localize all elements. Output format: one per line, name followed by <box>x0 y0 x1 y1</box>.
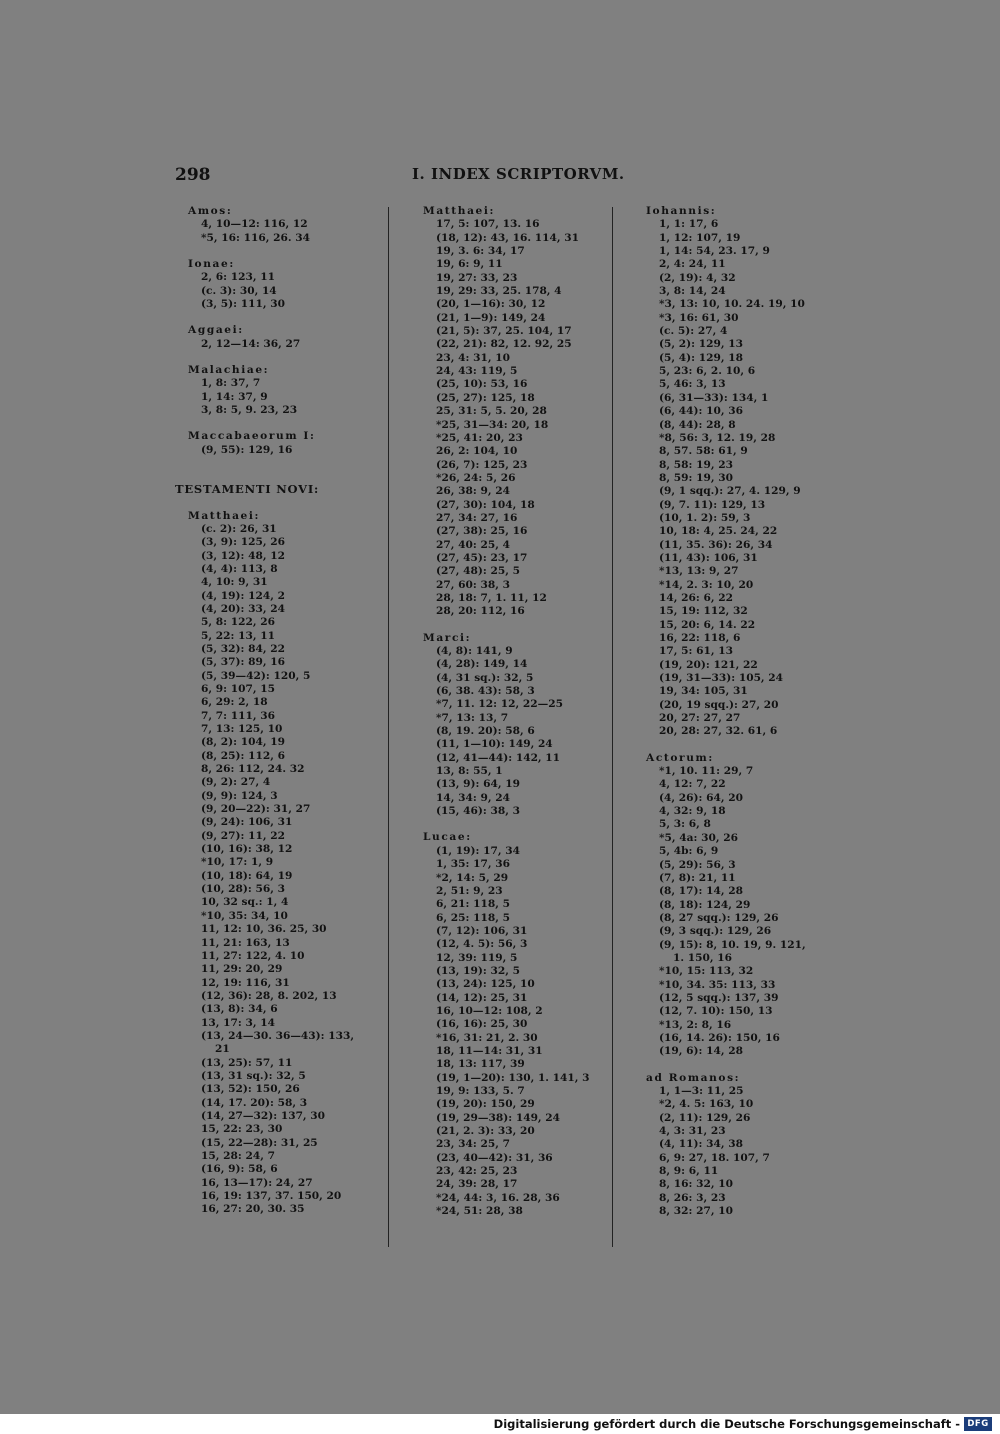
index-entry: 4, 10—12: 116, 12 <box>201 218 308 231</box>
index-entry: 23, 42: 25, 23 <box>436 1165 518 1178</box>
index-entry: *1, 10. 11: 29, 7 <box>659 765 754 778</box>
index-entry: (13, 24—30. 36—43): 133, <box>201 1029 355 1042</box>
index-entry: *7, 11. 12: 12, 22—25 <box>436 698 563 711</box>
index-column-1 <box>175 205 385 1217</box>
index-entry: 2, 4: 24, 11 <box>659 258 726 271</box>
index-entry: (9, 27): 11, 22 <box>201 829 285 842</box>
index-entry: 26, 38: 9, 24 <box>436 485 510 498</box>
index-entry: 6, 9: 27, 18. 107, 7 <box>659 1151 770 1164</box>
index-entry: (8, 19. 20): 58, 6 <box>436 725 535 738</box>
index-entry: 26, 2: 104, 10 <box>436 445 518 458</box>
index-entry: (10, 16): 38, 12 <box>201 843 293 856</box>
index-entry: *2, 4. 5: 163, 10 <box>659 1098 754 1111</box>
index-entry: (3, 12): 48, 12 <box>201 549 285 562</box>
index-entry: 11, 12: 10, 36. 25, 30 <box>201 923 327 936</box>
book-label: Maccabaeorum I: <box>188 430 316 443</box>
index-entry: (11, 43): 106, 31 <box>659 551 758 564</box>
index-entry: 18, 13: 117, 39 <box>436 1058 525 1071</box>
index-entry: (20, 1—16): 30, 12 <box>436 298 546 311</box>
index-entry: (8, 18): 124, 29 <box>659 898 751 911</box>
index-entry: *8, 56: 3, 12. 19, 28 <box>659 431 776 444</box>
index-entry: 2, 51: 9, 23 <box>436 884 503 897</box>
index-entry: (2, 11): 129, 26 <box>659 1111 751 1124</box>
index-entry: 19, 3. 6: 34, 17 <box>436 245 525 258</box>
index-entry: (2, 19): 4, 32 <box>659 271 736 284</box>
book-label: Matthaei: <box>188 509 261 522</box>
index-entry: (12, 5 sqq.): 137, 39 <box>659 991 779 1004</box>
index-entry: 17, 5: 61, 13 <box>659 645 733 658</box>
index-entry: 1, 12: 107, 19 <box>659 231 741 244</box>
index-entry: (25, 27): 125, 18 <box>436 391 535 404</box>
index-entry: (26, 7): 125, 23 <box>436 458 528 471</box>
index-entry: 10, 18: 4, 25. 24, 22 <box>659 525 778 538</box>
index-entry: (27, 30): 104, 18 <box>436 498 535 511</box>
index-entry: (5, 2): 129, 13 <box>659 338 743 351</box>
index-entry: (7, 12): 106, 31 <box>436 924 528 937</box>
index-entry: 15, 28: 24, 7 <box>201 1150 275 1162</box>
index-entry: 21 <box>215 1043 230 1056</box>
index-entry: 1, 8: 37, 7 <box>201 377 261 390</box>
index-entry: (8, 25): 112, 6 <box>201 749 285 762</box>
index-entry: 8, 58: 19, 23 <box>659 458 733 471</box>
index-entry: 5, 23: 6, 2. 10, 6 <box>659 365 756 378</box>
book-label: Ionae: <box>188 258 235 271</box>
index-entry: (27, 38): 25, 16 <box>436 525 528 538</box>
column-rule <box>388 207 389 1247</box>
index-entry: 4, 3: 31, 23 <box>659 1125 726 1138</box>
index-entry: (14, 27—32): 137, 30 <box>201 1109 326 1122</box>
index-entry: *7, 13: 13, 7 <box>436 711 509 724</box>
index-entry: (9, 3 sqq.): 129, 26 <box>659 925 772 938</box>
index-entry: (13, 31 sq.): 32, 5 <box>201 1069 306 1082</box>
index-entry: (5, 37): 89, 16 <box>201 656 285 669</box>
index-entry: (9, 2): 27, 4 <box>201 776 271 789</box>
index-entry: 7, 13: 125, 10 <box>201 723 283 735</box>
index-entry: 3, 8: 5, 9. 23, 23 <box>201 404 298 417</box>
index-entry: 5, 22: 13, 11 <box>201 629 275 642</box>
index-entry: 27, 34: 27, 16 <box>436 511 518 524</box>
index-entry: (15, 22—28): 31, 25 <box>201 1136 318 1149</box>
book-label: Lucae: <box>423 831 472 844</box>
index-entry: (12, 4. 5): 56, 3 <box>436 938 528 951</box>
index-entry: *24, 44: 3, 16. 28, 36 <box>436 1191 560 1204</box>
index-entry: 27, 60: 38, 3 <box>436 578 510 591</box>
index-entry: (13, 9): 64, 19 <box>436 778 520 791</box>
index-entry: 2, 12—14: 36, 27 <box>201 337 301 350</box>
index-entry: (19, 29—38): 149, 24 <box>436 1111 561 1124</box>
index-entry: 7, 7: 111, 36 <box>201 709 275 722</box>
index-entry: 5, 46: 3, 13 <box>659 378 726 391</box>
index-entry: 5, 8: 122, 26 <box>201 616 275 629</box>
index-entry: (10, 1. 2): 59, 3 <box>659 511 751 524</box>
index-entry: *16, 31: 21, 2. 30 <box>436 1031 538 1044</box>
index-entry: (3, 9): 125, 26 <box>201 536 285 549</box>
index-entry: (13, 24): 125, 10 <box>436 978 535 991</box>
index-entry: 4, 12: 7, 22 <box>659 778 726 791</box>
index-entry: 16, 10—12: 108, 2 <box>436 1004 543 1017</box>
index-entry: 19, 27: 33, 23 <box>436 271 518 284</box>
dfg-logo[interactable]: DFG <box>964 1417 992 1431</box>
index-entry: 25, 31: 5, 5. 20, 28 <box>436 405 547 418</box>
index-entry: (4, 8): 141, 9 <box>436 645 513 657</box>
index-entry: 8, 59: 19, 30 <box>659 471 733 484</box>
index-entry: (5, 32): 84, 22 <box>201 642 285 655</box>
index-entry: (10, 28): 56, 3 <box>201 883 285 896</box>
index-entry: 6, 29: 2, 18 <box>201 696 268 709</box>
index-entry: 8, 57. 58: 61, 9 <box>659 445 748 458</box>
index-entry: 16, 19: 137, 37. 150, 20 <box>201 1190 342 1203</box>
index-entry: 8, 16: 32, 10 <box>659 1178 733 1191</box>
index-entry: *3, 13: 10, 10. 24. 19, 10 <box>659 298 805 311</box>
index-entry: (4, 26): 64, 20 <box>659 791 743 804</box>
index-column-3 <box>633 205 833 1218</box>
index-entry: *10, 15: 113, 32 <box>659 965 754 978</box>
index-entry: (19, 31—33): 105, 24 <box>659 672 784 685</box>
index-entry: 14, 34: 9, 24 <box>436 791 510 804</box>
index-entry: 10, 32 sq.: 1, 4 <box>201 896 289 909</box>
index-entry: 5, 4b: 6, 9 <box>659 845 719 858</box>
index-entry: *5, 4a: 30, 26 <box>659 831 738 844</box>
index-entry: (4, 4): 113, 8 <box>201 562 278 575</box>
index-entry: (11, 1—10): 149, 24 <box>436 738 553 751</box>
book-label: Malachiae: <box>188 364 270 377</box>
index-entry: (5, 4): 129, 18 <box>659 351 743 364</box>
index-entry: (9, 15): 8, 10. 19, 9. 121, <box>659 938 806 951</box>
index-entry: 27, 40: 25, 4 <box>436 538 510 551</box>
index-entry: (4, 11): 34, 38 <box>659 1138 743 1151</box>
index-entry: 16, 13—17): 24, 27 <box>201 1176 313 1189</box>
index-entry: (15, 46): 38, 3 <box>436 805 520 818</box>
index-entry: (20, 19 sqq.): 27, 20 <box>659 698 779 711</box>
index-entry: (21, 5): 37, 25. 104, 17 <box>436 325 572 338</box>
index-entry: 13, 17: 3, 14 <box>201 1016 275 1029</box>
index-entry: (18, 12): 43, 16. 114, 31 <box>436 231 579 244</box>
running-head: I. INDEX SCRIPTORVM. <box>412 165 625 183</box>
index-entry: 11, 21: 163, 13 <box>201 936 290 949</box>
index-entry: (19, 20): 121, 22 <box>659 658 758 671</box>
index-entry: (19, 20): 150, 29 <box>436 1098 535 1111</box>
index-entry: 6, 25: 118, 5 <box>436 911 510 924</box>
index-entry: 18, 11—14: 31, 31 <box>436 1044 543 1057</box>
index-entry: (4, 19): 124, 2 <box>201 589 285 602</box>
index-entry: (8, 27 sqq.): 129, 26 <box>659 911 779 924</box>
index-entry: (9, 55): 129, 16 <box>201 443 293 456</box>
index-entry: 5, 3: 6, 8 <box>659 818 711 831</box>
index-entry: 15, 19: 112, 32 <box>659 605 748 618</box>
index-entry: (5, 39—42): 120, 5 <box>201 669 311 682</box>
index-entry: (12, 41—44): 142, 11 <box>436 751 561 764</box>
index-entry: (13, 8): 34, 6 <box>201 1003 278 1016</box>
index-entry: 1, 35: 17, 36 <box>436 858 510 871</box>
index-entry: 14, 26: 6, 22 <box>659 591 733 604</box>
index-entry: 3, 8: 14, 24 <box>659 285 726 298</box>
index-entry: 2, 6: 123, 11 <box>201 271 275 284</box>
index-entry: (5, 29): 56, 3 <box>659 858 736 871</box>
index-entry: (9, 1 sqq.): 27, 4. 129, 9 <box>659 485 801 498</box>
index-entry: *10, 17: 1, 9 <box>201 856 274 869</box>
index-entry: *26, 24: 5, 26 <box>436 471 516 484</box>
index-entry: (8, 17): 14, 28 <box>659 885 743 898</box>
index-entry: 13, 8: 55, 1 <box>436 765 503 778</box>
book-label: ad Romanos: <box>646 1071 741 1084</box>
index-entry: 19, 6: 9, 11 <box>436 258 503 271</box>
index-entry: (c. 2): 26, 31 <box>201 522 277 535</box>
page-number: 298 <box>175 165 211 185</box>
index-entry: (8, 2): 104, 19 <box>201 736 285 749</box>
index-entry: (c. 3): 30, 14 <box>201 284 277 297</box>
index-entry: (11, 35. 36): 26, 34 <box>659 538 773 551</box>
book-label: Marci: <box>423 631 472 644</box>
index-entry: (9, 20—22): 31, 27 <box>201 803 311 816</box>
index-entry: (3, 5): 111, 30 <box>201 298 285 311</box>
index-entry: *10, 34. 35: 113, 33 <box>659 978 776 991</box>
index-entry: (19, 1—20): 130, 1. 141, 3 <box>436 1071 590 1084</box>
index-entry: (c. 5): 27, 4 <box>659 325 728 338</box>
index-entry: 8, 9: 6, 11 <box>659 1165 719 1178</box>
index-entry: (13, 19): 32, 5 <box>436 964 520 977</box>
index-entry: *13, 2: 8, 16 <box>659 1018 732 1031</box>
index-entry: 8, 32: 27, 10 <box>659 1205 733 1218</box>
index-entry: (16, 9): 58, 6 <box>201 1163 278 1176</box>
index-entry: 23, 4: 31, 10 <box>436 351 510 364</box>
index-entry: *5, 16: 116, 26. 34 <box>201 231 310 244</box>
index-entry: 15, 20: 6, 14. 22 <box>659 618 756 631</box>
index-entry: (14, 17. 20): 58, 3 <box>201 1096 308 1109</box>
index-entry: (13, 25): 57, 11 <box>201 1056 293 1069</box>
book-label: Iohannis: <box>646 205 717 217</box>
index-entry: *25, 31—34: 20, 18 <box>436 418 549 431</box>
index-entry: (16, 14. 26): 150, 16 <box>659 1031 780 1044</box>
index-entry: (9, 9): 124, 3 <box>201 789 278 802</box>
book-label: Amos: <box>188 205 233 217</box>
index-entry: 19, 34: 105, 31 <box>659 685 748 698</box>
index-entry: 6, 21: 118, 5 <box>436 898 510 911</box>
index-entry: 1, 14: 37, 9 <box>201 390 268 403</box>
index-entry: (27, 48): 25, 5 <box>436 565 520 578</box>
index-entry: (16, 16): 25, 30 <box>436 1018 528 1031</box>
index-entry: 16, 27: 20, 30. 35 <box>201 1203 305 1216</box>
index-entry: 24, 43: 119, 5 <box>436 365 518 378</box>
index-entry: (25, 10): 53, 16 <box>436 378 528 391</box>
index-entry: 19, 29: 33, 25. 178, 4 <box>436 285 562 298</box>
index-entry: 19, 9: 133, 5. 7 <box>436 1085 525 1097</box>
book-label: Actorum: <box>646 751 714 764</box>
index-entry: (21, 1—9): 149, 24 <box>436 311 546 324</box>
index-entry: *10, 35: 34, 10 <box>201 909 288 922</box>
index-entry: 24, 39: 28, 17 <box>436 1178 518 1191</box>
index-entry: 4, 32: 9, 18 <box>659 805 726 818</box>
index-entry: 20, 28: 27, 32. 61, 6 <box>659 725 778 738</box>
index-entry: (8, 44): 28, 8 <box>659 418 736 431</box>
index-entry: *13, 13: 9, 27 <box>659 565 739 578</box>
index-entry: 28, 20: 112, 16 <box>436 605 525 618</box>
index-entry: 12, 19: 116, 31 <box>201 976 290 989</box>
index-entry: 8, 26: 3, 23 <box>659 1191 726 1204</box>
index-entry: (4, 31 sq.): 32, 5 <box>436 671 534 684</box>
index-entry: 15, 22: 23, 30 <box>201 1123 283 1136</box>
index-entry: *2, 14: 5, 29 <box>436 871 509 884</box>
index-entry: (12, 7. 10): 150, 13 <box>659 1005 773 1018</box>
index-entry: (4, 20): 33, 24 <box>201 602 285 615</box>
index-entry: (13, 52): 150, 26 <box>201 1083 300 1096</box>
index-entry: 1, 1—3: 11, 25 <box>659 1085 744 1097</box>
book-label: Aggaei: <box>188 324 244 337</box>
index-entry: 17, 5: 107, 13. 16 <box>436 218 540 231</box>
index-entry: 23, 34: 25, 7 <box>436 1138 510 1151</box>
index-entry: (9, 24): 106, 31 <box>201 816 293 829</box>
index-entry: 8, 26: 112, 24. 32 <box>201 763 305 776</box>
index-entry: (6, 31—33): 134, 1 <box>659 391 769 404</box>
index-column-2 <box>410 205 610 1218</box>
index-entry: 1. 150, 16 <box>673 951 732 964</box>
book-label: Matthaei: <box>423 205 496 217</box>
index-entry: (4, 28): 149, 14 <box>436 658 528 671</box>
index-entry: 11, 29: 20, 29 <box>201 963 283 976</box>
index-entry: 11, 27: 122, 4. 10 <box>201 949 305 962</box>
index-entry: 16, 22: 118, 6 <box>659 632 741 644</box>
index-entry: 1, 1: 17, 6 <box>659 218 719 231</box>
index-entry: (1, 19): 17, 34 <box>436 844 520 857</box>
index-entry: (6, 38. 43): 58, 3 <box>436 685 535 698</box>
index-entry: (19, 6): 14, 28 <box>659 1045 743 1058</box>
index-entry: (27, 45): 23, 17 <box>436 551 528 564</box>
index-entry: 6, 9: 107, 15 <box>201 682 275 695</box>
index-entry: (23, 40—42): 31, 36 <box>436 1151 553 1164</box>
index-entry: (9, 7. 11): 129, 13 <box>659 498 766 511</box>
digitization-footer <box>0 1414 1000 1434</box>
index-entry: (10, 18): 64, 19 <box>201 869 293 882</box>
index-entry: *14, 2. 3: 10, 20 <box>659 578 754 591</box>
index-entry: *25, 41: 20, 23 <box>436 431 523 444</box>
index-entry: 20, 27: 27, 27 <box>659 712 741 725</box>
section-heading: TESTAMENTI NOVI: <box>175 482 320 497</box>
index-entry: (14, 12): 25, 31 <box>436 991 528 1004</box>
index-entry: (6, 44): 10, 36 <box>659 405 743 418</box>
index-entry: 28, 18: 7, 1. 11, 12 <box>436 591 547 604</box>
index-entry: (21, 2. 3): 33, 20 <box>436 1125 535 1138</box>
index-entry: 4, 10: 9, 31 <box>201 576 268 589</box>
index-entry: (12, 36): 28, 8. 202, 13 <box>201 989 337 1002</box>
index-entry: 12, 39: 119, 5 <box>436 951 518 964</box>
index-entry: (22, 21): 82, 12. 92, 25 <box>436 338 572 351</box>
index-entry: *24, 51: 28, 38 <box>436 1205 523 1218</box>
footer-credit: Digitalisierung gefördert durch die Deutsche Forschungsgemeinschaft - <box>493 1417 960 1431</box>
index-entry: 1, 14: 54, 23. 17, 9 <box>659 245 770 258</box>
index-entry: *3, 16: 61, 30 <box>659 311 739 324</box>
column-rule <box>612 207 613 1247</box>
index-entry: (7, 8): 21, 11 <box>659 871 736 884</box>
